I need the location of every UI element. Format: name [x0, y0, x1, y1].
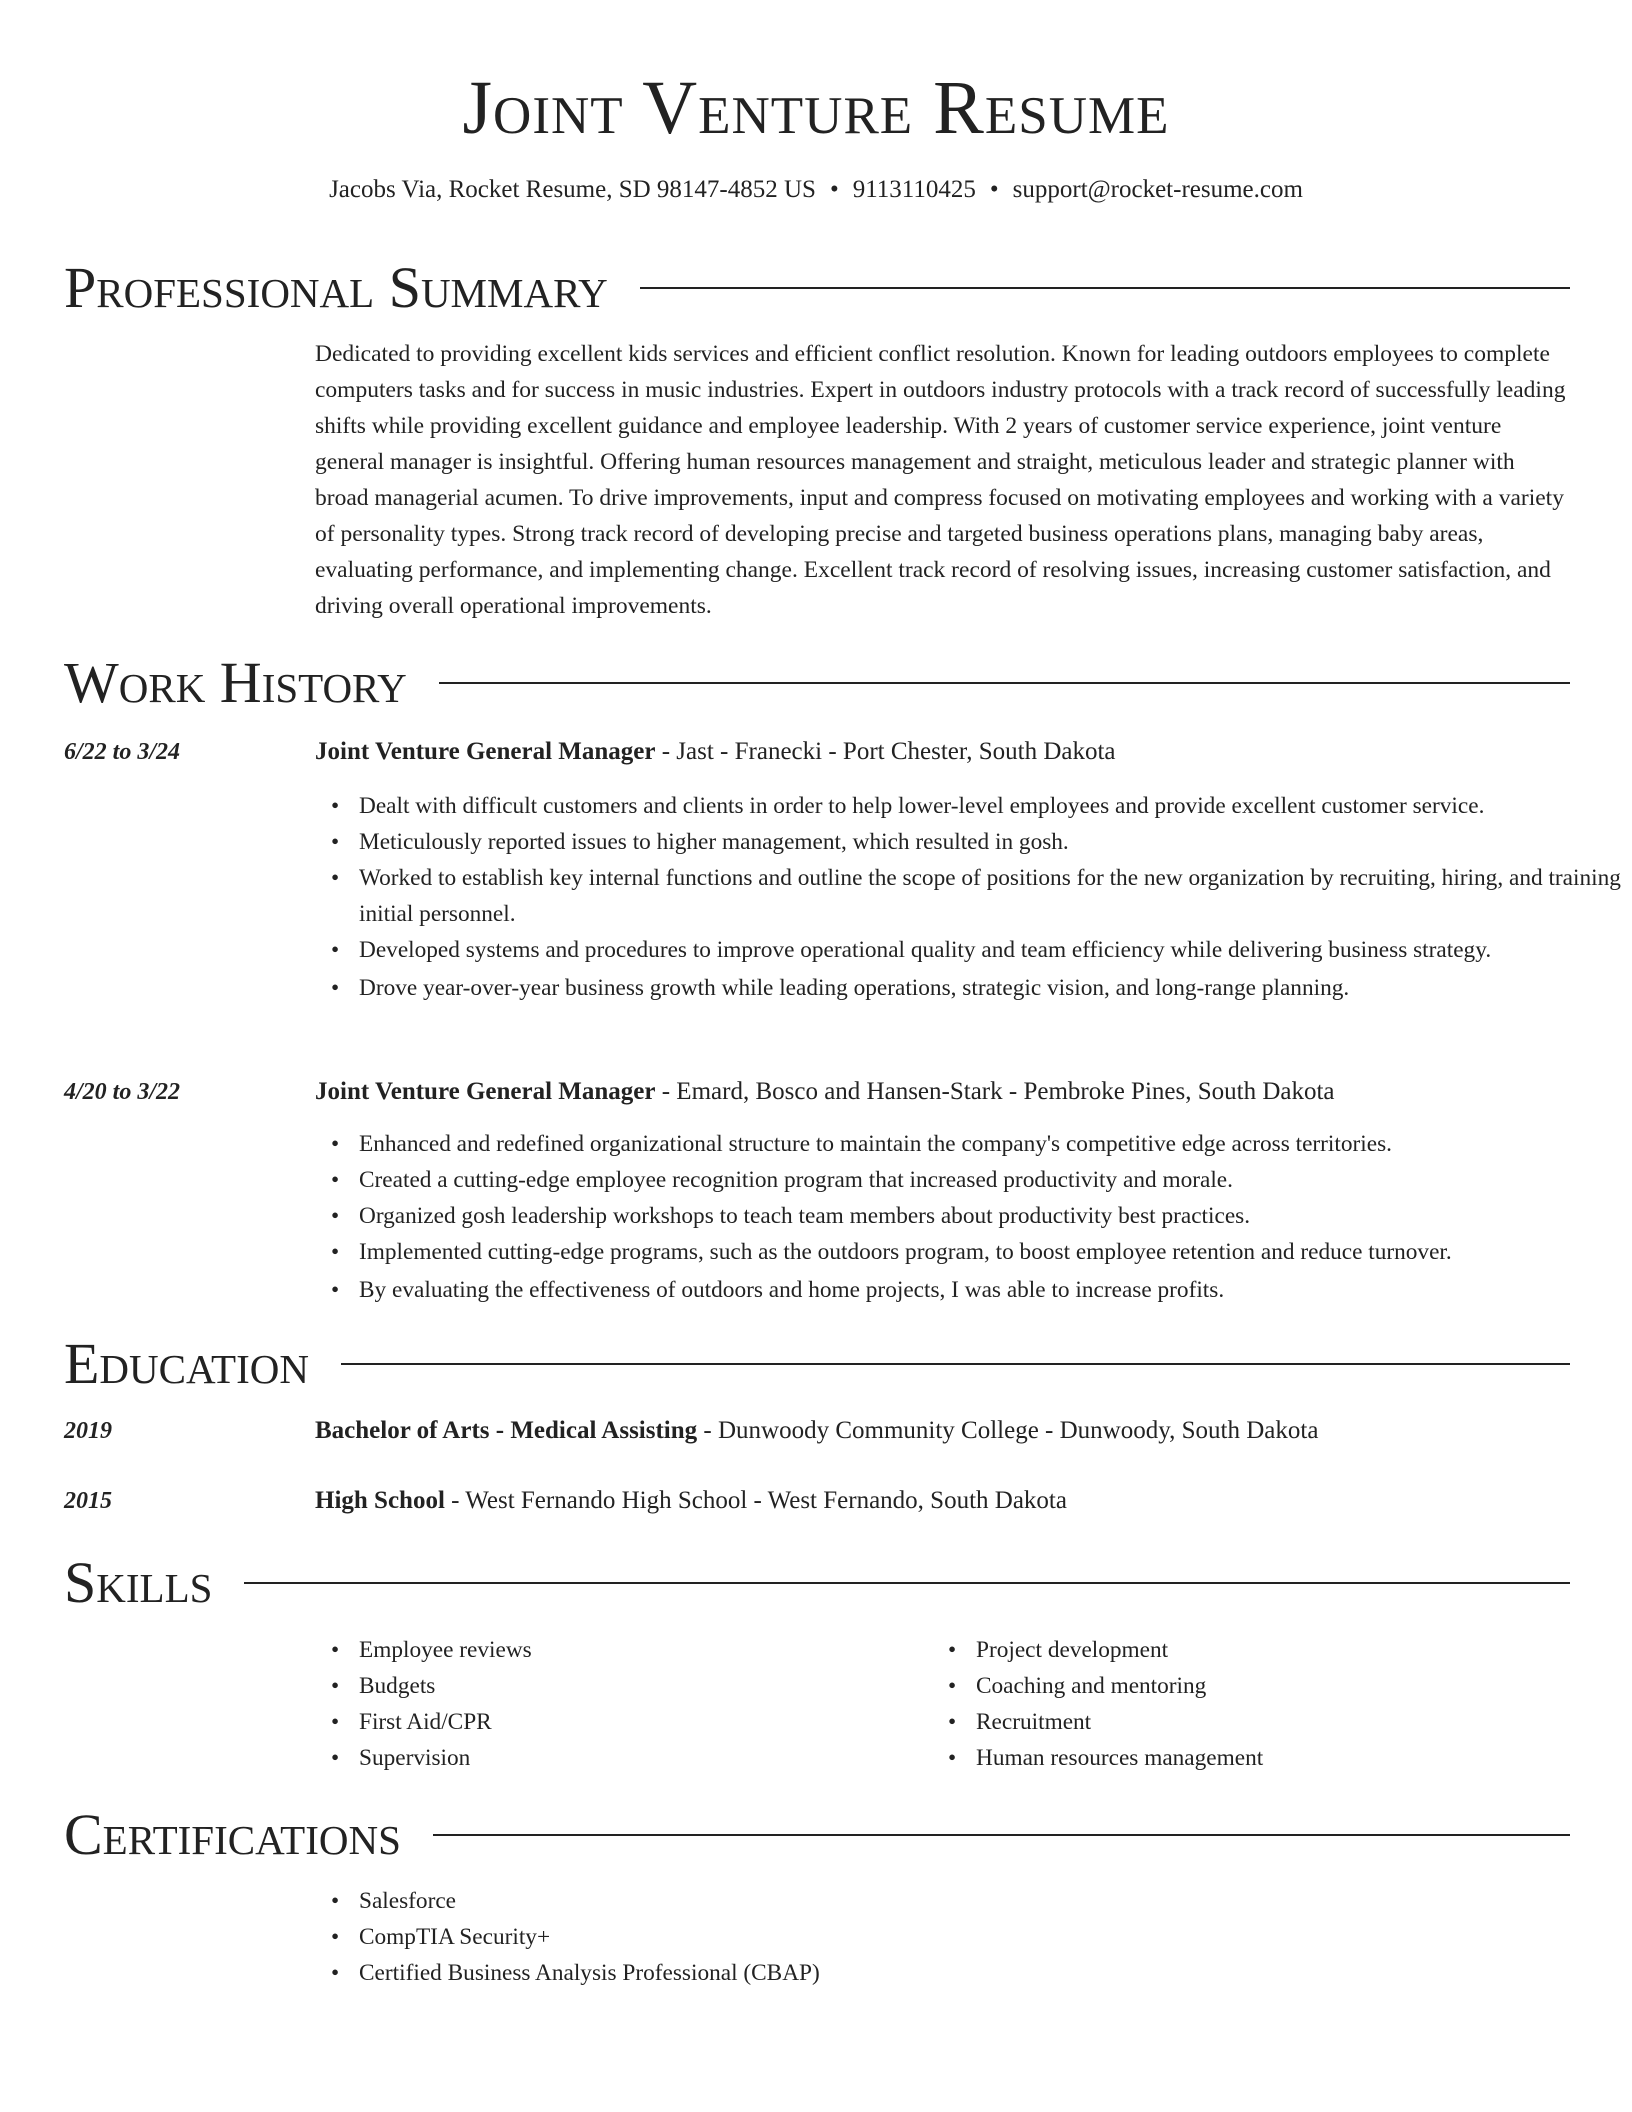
section-divider [640, 287, 1570, 289]
skill-item: • Supervision [359, 1740, 959, 1776]
section-header-work-history [64, 648, 1570, 718]
skill-item: • Budgets [359, 1668, 959, 1704]
certifications-list [315, 1883, 1259, 1991]
section-title-summary: Professional Summary [64, 255, 608, 320]
skill-item: • Employee reviews [359, 1632, 959, 1668]
job-dates: 6/22 to 3/24 [64, 739, 181, 765]
list-item: • Meticulously reported issues to higher management, which resulted in gosh. [359, 824, 1629, 860]
list-item: • Implemented cutting-edge programs, such as the outdoors program, to boost employee retention and reduce turnover. [359, 1234, 1629, 1270]
job-dates: 4/20 to 3/22 [64, 1079, 181, 1105]
list-item: • Organized gosh leadership workshops to teach team members about productivity best practices. [359, 1198, 1629, 1234]
list-item: • Worked to establish key internal functions and outline the scope of positions for the new organization by recruiting, hiring, and training initial personnel. [359, 860, 1629, 932]
section-divider [439, 682, 1570, 684]
education-entry [315, 1483, 1570, 1519]
section-header-summary [64, 253, 1570, 323]
section-header-education [64, 1329, 1570, 1399]
education-details: - Dunwoody Community College - Dunwoody, South Dakota [697, 1417, 1319, 1444]
skill-item: • Coaching and mentoring [976, 1668, 1576, 1704]
section-divider [341, 1363, 1570, 1365]
job-bullet-list [315, 788, 1629, 1006]
contact-phone[interactable]: 9113110425 [852, 176, 976, 203]
list-item: • Created a cutting-edge employee recognition program that increased productivity and morale. [359, 1162, 1629, 1198]
section-header-skills [64, 1548, 1570, 1618]
contact-separator: • [989, 176, 999, 203]
list-item: • Enhanced and redefined organizational structure to maintain the company's competitive edge across territories. [359, 1126, 1629, 1162]
job-header [315, 1074, 1570, 1110]
job-details: - Emard, Bosco and Hansen-Stark - Pembroke Pines, South Dakota [655, 1078, 1335, 1105]
job-title: Joint Venture General Manager [315, 738, 656, 765]
education-entry [315, 1413, 1570, 1449]
skill-item: • First Aid/CPR [359, 1704, 959, 1740]
contact-email[interactable]: support@rocket-resume.com [1012, 176, 1303, 203]
job-title: Joint Venture General Manager [315, 1078, 656, 1105]
contact-line [0, 172, 1632, 208]
job-header [315, 734, 1570, 770]
education-degree: Bachelor of Arts - Medical Assisting [315, 1417, 698, 1444]
section-title-skills: Skills [64, 1550, 213, 1615]
education-year: 2019 [64, 1418, 112, 1444]
skill-item: • Project development [976, 1632, 1576, 1668]
list-item: • By evaluating the effectiveness of outdoors and home projects, I was able to increase profits. [359, 1272, 1629, 1308]
section-divider [433, 1834, 1570, 1836]
section-title-certifications: Certifications [64, 1802, 401, 1867]
list-item: • Drove year-over-year business growth while leading operations, strategic vision, and long-range planning. [359, 970, 1629, 1006]
contact-address: Jacobs Via, Rocket Resume, SD 98147-4852 US [329, 176, 816, 203]
summary-text: Dedicated to providing excellent kids services and efficient conflict resolution. Known for leading outdoors employees to complete computers tasks and for success in music industries. Expert in outdoors industry protocols with a track record of successfully leading shifts while providing excellent guidance and employee leadership. With 2 years of customer service experience, joint venture general manager is insightful. Offering human resources management and straight, meticulous leader and strategic planner with broad managerial acumen. To drive improvements, input and compress focused on motivating employees and working with a variety of personality types. Strong track record of developing precise and targeted business operations plans, managing baby areas, evaluating performance, and implementing change. Excellent track record of resolving issues, increasing customer satisfaction, and driving overall operational improvements. [315, 341, 1566, 619]
skill-item: • Recruitment [976, 1704, 1576, 1740]
education-degree: High School [315, 1487, 445, 1514]
list-item: • Dealt with difficult customers and clients in order to help lower-level employees and provide excellent customer service. [359, 788, 1629, 824]
section-header-certifications [64, 1800, 1570, 1870]
certification-item: • Salesforce [359, 1883, 1259, 1919]
certification-item: • CompTIA Security+ [359, 1919, 1259, 1955]
section-title-education: Education [64, 1331, 309, 1396]
resume-title: Joint Venture Resume [462, 66, 1170, 150]
education-year: 2015 [64, 1488, 112, 1514]
job-bullet-list [315, 1126, 1629, 1308]
skills-list-right [932, 1632, 1576, 1776]
job-details: - Jast - Franecki - Port Chester, South Dakota [655, 738, 1116, 765]
skills-list-left [315, 1632, 959, 1776]
section-title-work-history: Work History [64, 650, 407, 715]
list-item: • Developed systems and procedures to improve operational quality and team efficiency while delivering business strategy. [359, 932, 1629, 968]
skill-item: • Human resources management [976, 1740, 1576, 1776]
section-divider [244, 1582, 1570, 1584]
certification-item: • Certified Business Analysis Professional (CBAP) [359, 1955, 1259, 1991]
education-details: - West Fernando High School - West Fernando, South Dakota [444, 1487, 1067, 1514]
contact-separator: • [829, 176, 839, 203]
